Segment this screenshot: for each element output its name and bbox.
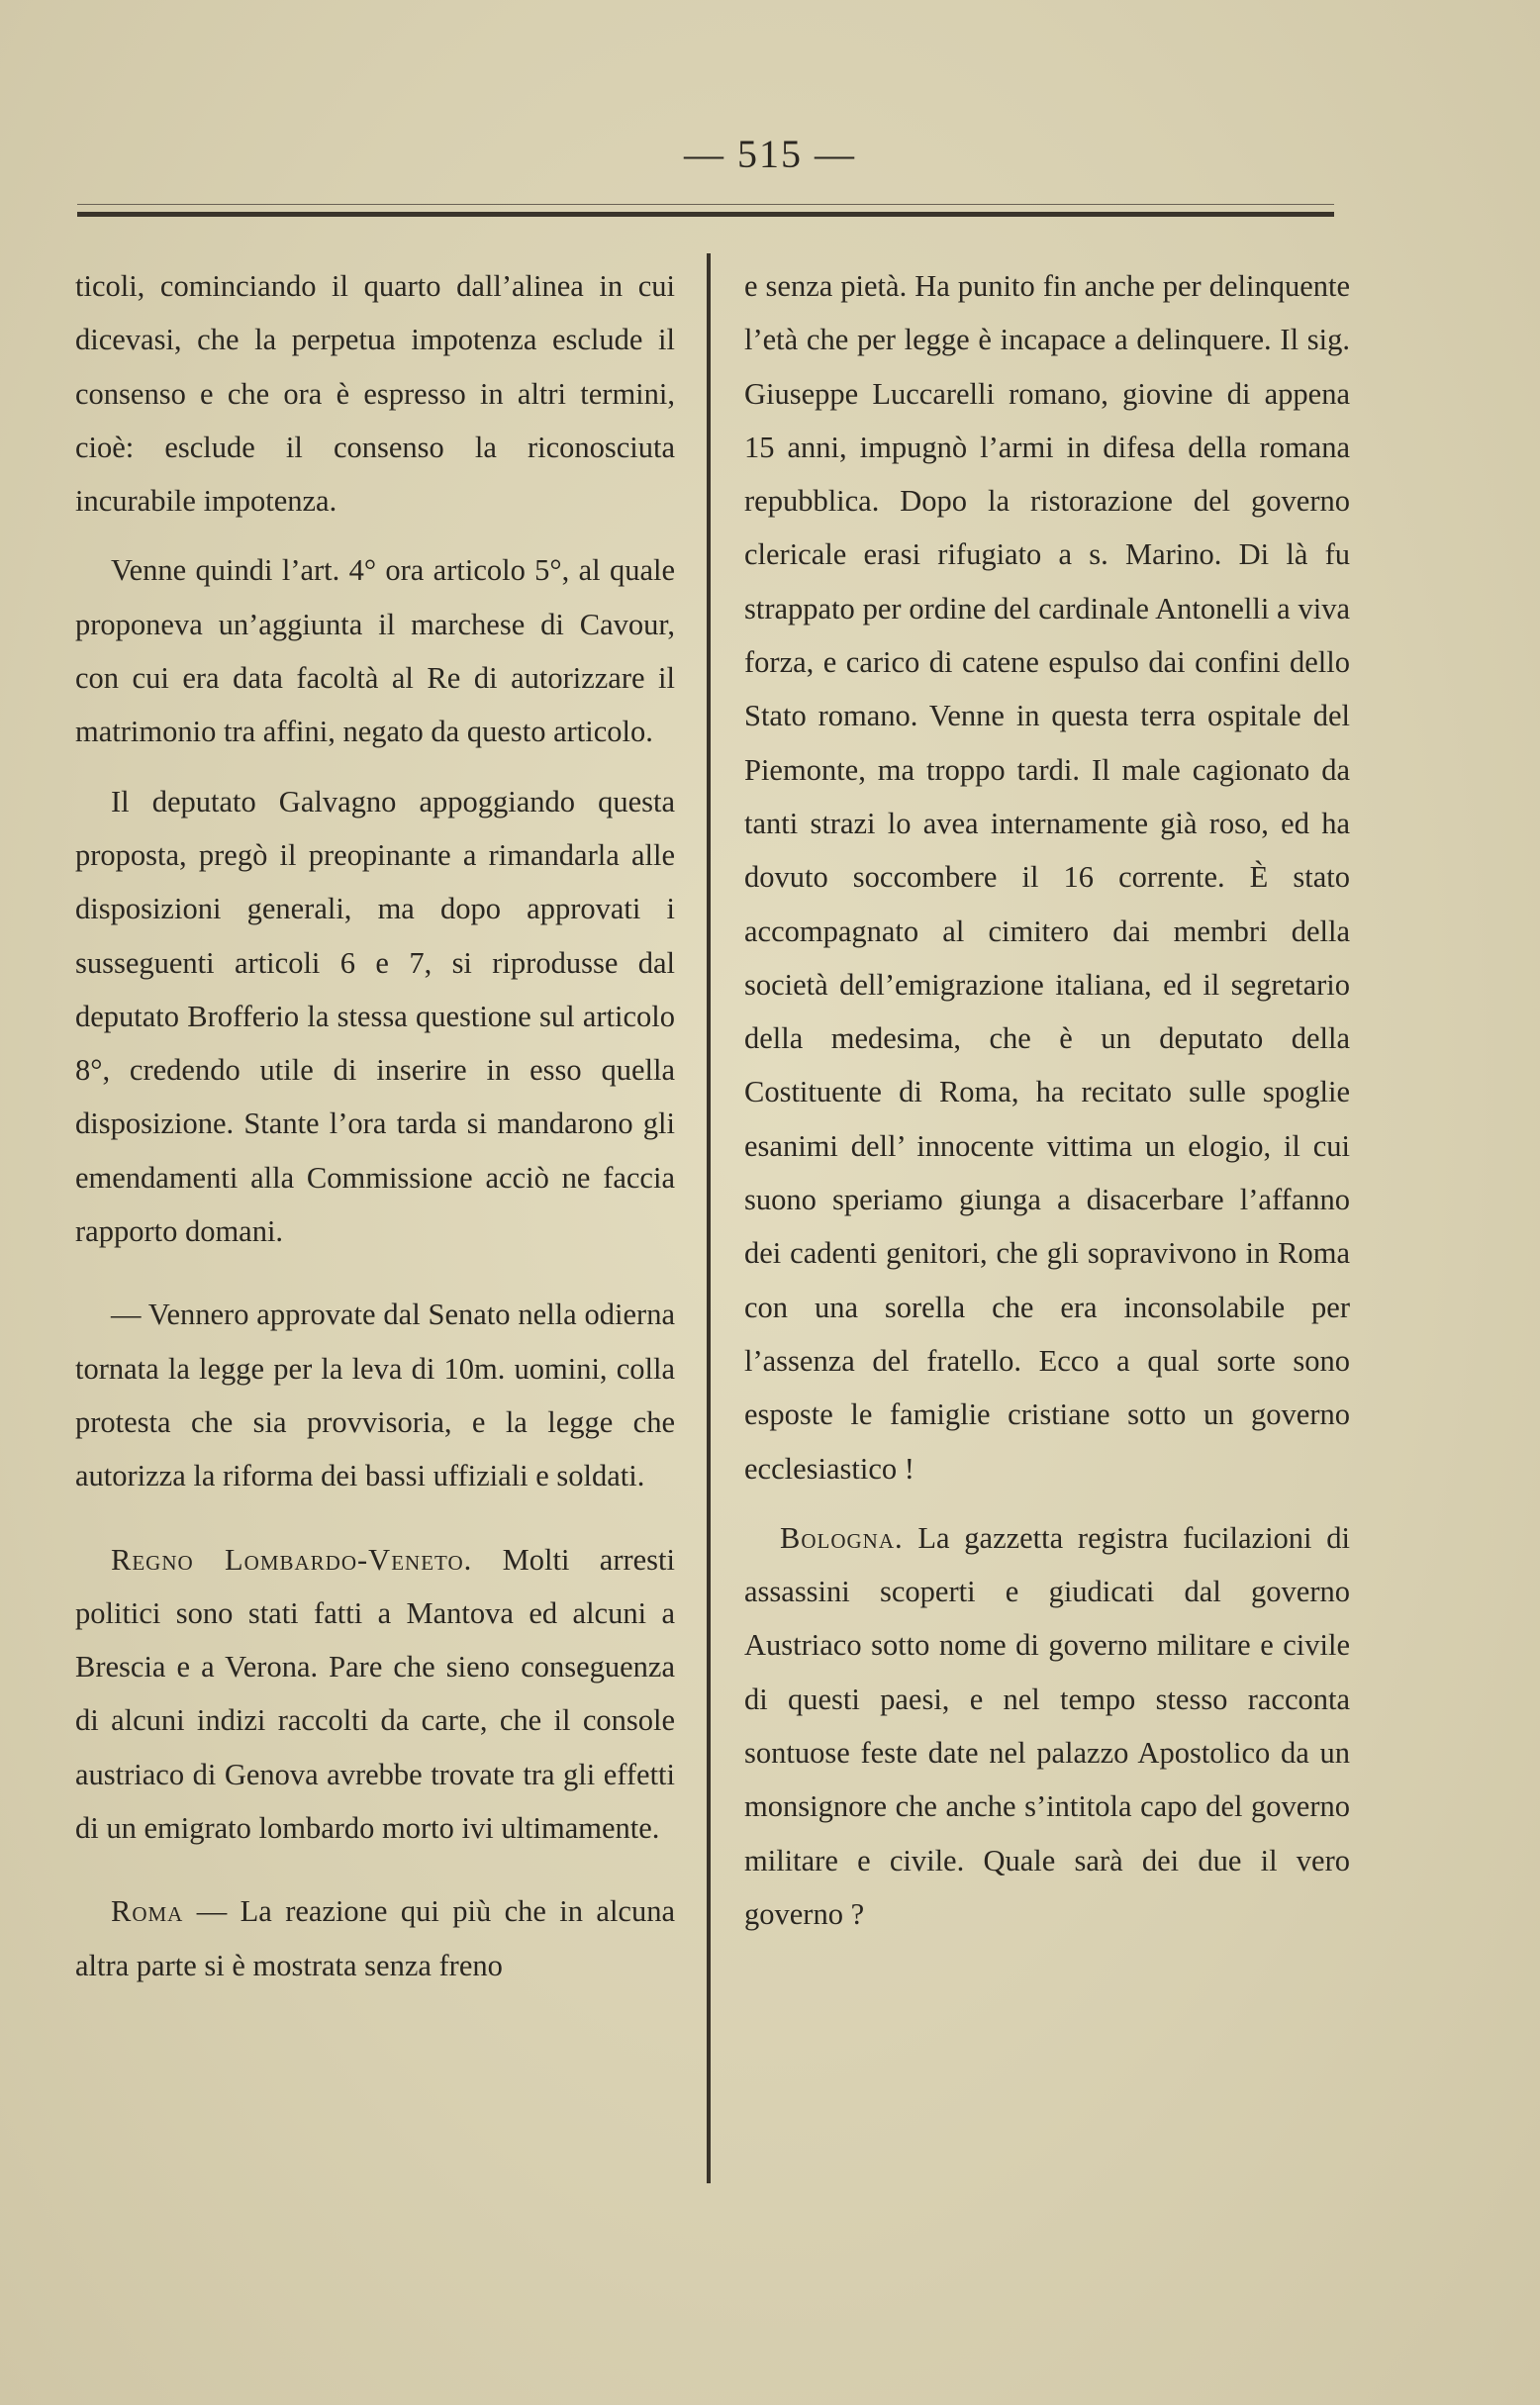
paragraph-article-five: Venne quindi l’art. 4° ora articolo 5°, al quale proponeva un’aggiunta il marchese di Cavour, con cui era data facoltà al Re di autorizzare il matrimonio tra affini, negato da questo articolo.	[75, 553, 675, 749]
header-rule-thin	[77, 204, 1334, 205]
paragraph-body: La gazzetta registra fucilazioni di assassini scoperti e giudicati dal governo Austriaco sotto nome di governo militare e civile di questi paesi, e nel tempo stesso racconta sontuose feste date nel palazzo Apostolico da un monsignore che anche s’intitola capo del governo militare e civile. Quale sarà dei due il vero governo ?	[744, 1520, 1350, 1931]
paragraph-roma-continued: e senza pietà. Ha punito fin anche per delinquente l’età che per legge è incapace a delinquere. Il sig. Giuseppe Luccarelli romano, giovine di appena 15 anni, impugnò l’armi in difesa della romana repubblica. Dopo la ristorazione del governo clericale erasi rifugiato a s. Marino. Di là fu strappato per ordine del cardinale Antonelli a viva forza, e carico di catene espulso dai confini dello Stato romano. Venne in questa terra ospitale del Piemonte, ma troppo tardi. Il male cagionato da tanti strazi lo avea internamente già roso, ed ha dovuto soccombere il 16 corrente. È stato accompagnato al cimitero dai membri della società dell’emigrazione italiana, ed il segretario della medesima, che è un deputato della Costituente di Roma, ha recitato sulle spoglie esanimi dell’ innocente vittima un elogio, il cui suono speriamo giunga a disacerbare l’affanno dei cadenti genitori, che gli sopravivono in Roma con una sorella che era inconsolabile per l’assenza del fratello. Ecco a qual sorte sono esposte le famiglie cristiane sotto un governo ecclesiastico !	[744, 269, 1350, 1486]
paragraph-senate: — Vennero approvate dal Senato nella odierna tornata la legge per la leva di 10m. uomini, colla protesta che sia provvisoria, e la legge che autorizza la riforma dei bassi uffiziali e soldati.	[75, 1298, 675, 1493]
section-heading-bologna: Bologna.	[780, 1520, 904, 1555]
column-divider	[707, 253, 711, 2183]
paragraph-body: Molti arresti politici sono stati fatti a Mantova ed alcuni a Brescia e a Verona. Pare che sieno conseguenza di alcuni indizi raccolti da carte, che il console austriaco di Genova avrebbe trovate tra gli effetti di un emigrato lombardo morto ivi ultimamente.	[75, 1542, 676, 1846]
right-column	[744, 259, 1350, 1941]
page-number: — 515 —	[684, 132, 856, 176]
section-heading-lombardo-veneto: Regno Lombardo-Veneto.	[111, 1542, 473, 1577]
section-heading-roma: Roma	[111, 1894, 184, 1929]
paragraph-roma	[75, 1884, 675, 1992]
paragraph-bologna	[744, 1511, 1350, 1941]
left-column	[75, 259, 675, 1992]
paragraph-body: — La reazione qui più che in alcuna altra parte si è mostrata senza freno	[75, 1894, 675, 1982]
paragraph-continuation: ticoli, cominciando il quarto dall’alinea in cui dicevasi, che la perpetua impotenza esclude il consenso e che ora è espresso in altri termini, cioè: esclude il consenso la riconosciuta incurabile impotenza.	[75, 269, 675, 519]
paragraph-lombardo-veneto	[75, 1533, 675, 1856]
paragraph-galvagno: Il deputato Galvagno appoggiando questa proposta, pregò il preopinante a rimandarla alle disposizioni generali, ma dopo approvati i susseguenti articoli 6 e 7, si riprodusse dal deputato Brofferio la stessa questione sul articolo 8°, credendo utile di inserire in esso quella disposizione. Stante l’ora tarda si mandarono gli emendamenti alla Commissione acciò ne faccia rapporto domani.	[75, 784, 675, 1249]
header-rule	[77, 212, 1334, 217]
